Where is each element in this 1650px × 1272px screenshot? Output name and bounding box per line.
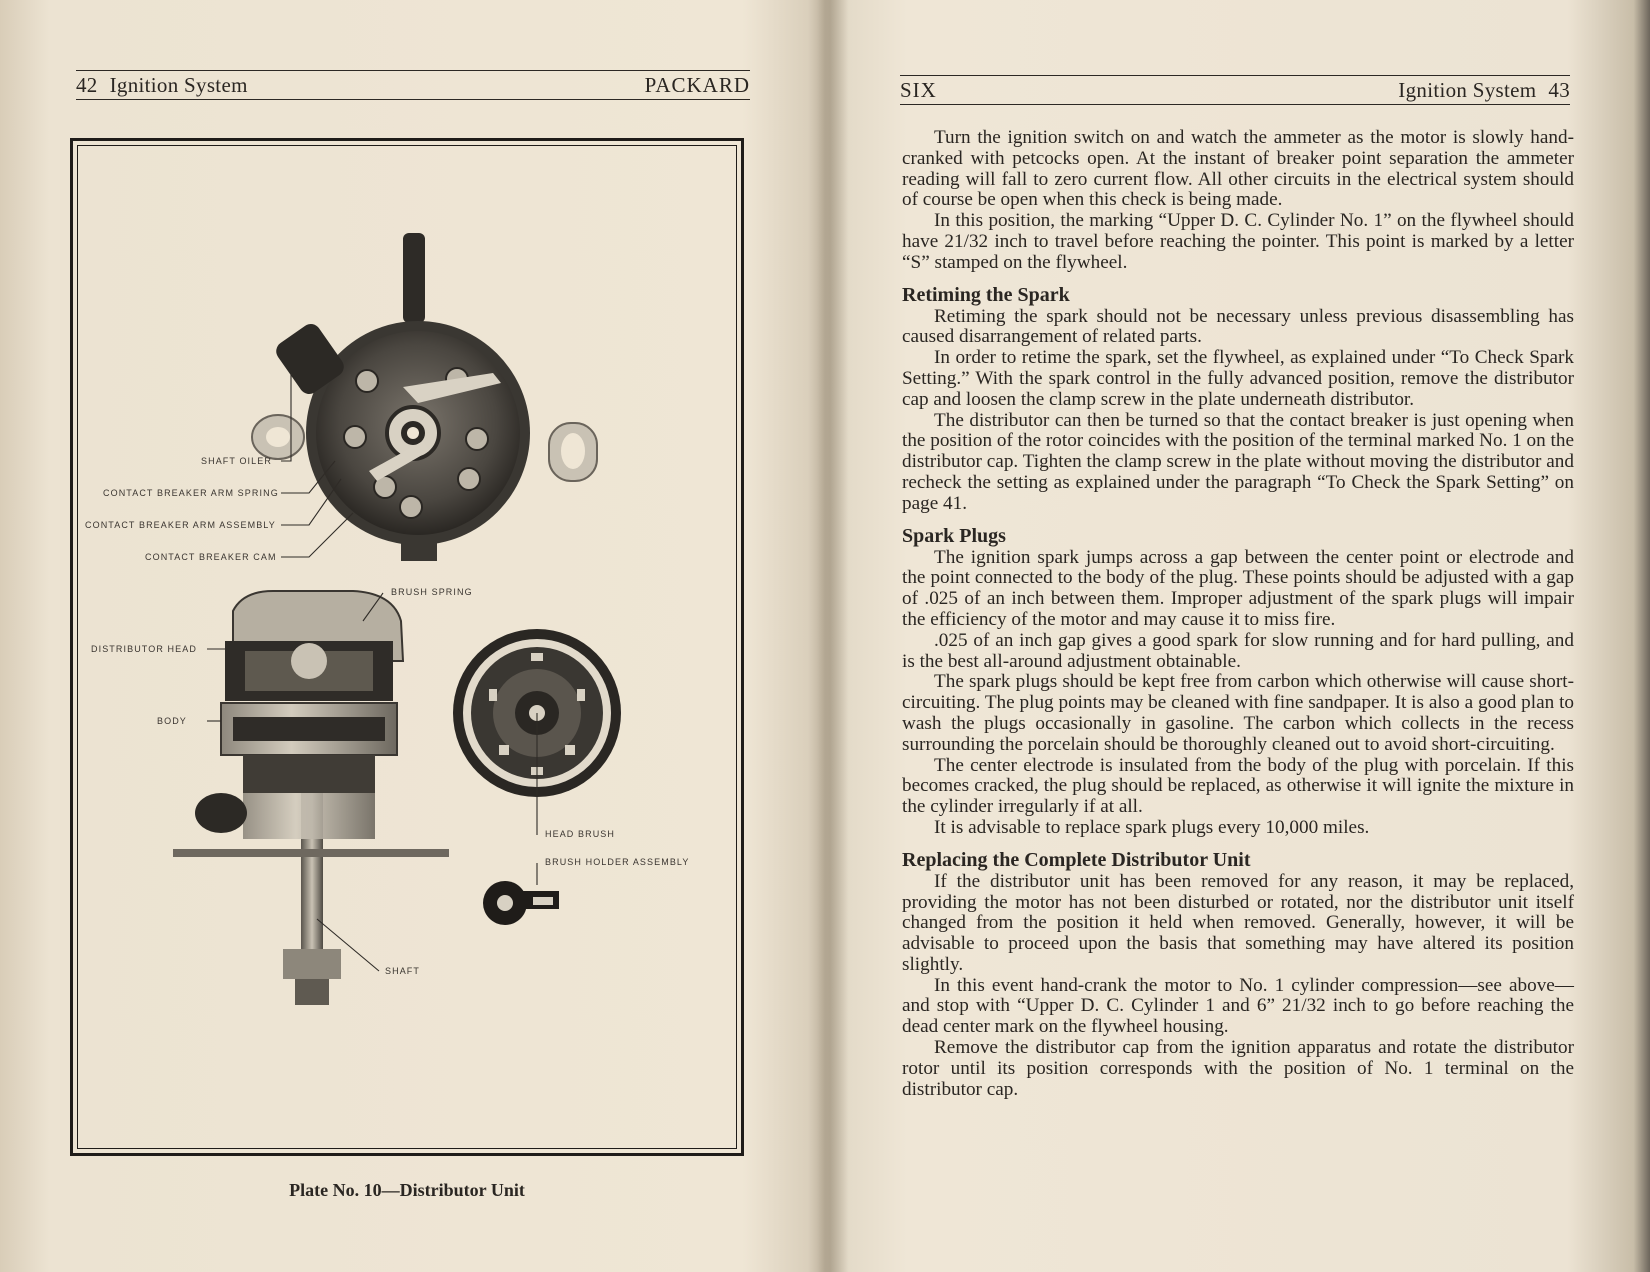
left-page-number: 42: [76, 72, 98, 97]
distributor-side-view: [173, 591, 449, 1005]
rotor-view: [483, 881, 559, 925]
left-running-head: [76, 70, 750, 100]
callout-cam: CONTACT BREAKER CAM: [145, 552, 277, 562]
callout-shaft-oiler: SHAFT OILER: [201, 456, 272, 466]
right-page: [828, 0, 1650, 1272]
body-text: [902, 128, 1574, 1100]
left-section-title: Ignition System: [109, 72, 248, 97]
paragraph: In this event hand-crank the motor to No. 1 cylinder compression—see above—and stop with “Upper D. C. Cylinder 1 and 6” 21/32 inch to go before reaching the dead center mark on the flywheel housing.: [902, 974, 1574, 1038]
paragraph: The distributor can then be turned so that the contact breaker is just opening when the position of the rotor coincides with the position of the terminal marked No. 1 on the distributor cap. Tighten the clamp screw in the plate without moving the distributor and recheck the setting as explained under the paragraph “To Check the Spark Setting” on page 41.: [902, 409, 1574, 514]
callout-brush-spring: BRUSH SPRING: [391, 587, 473, 597]
paragraph: If the distributor unit has been removed for any reason, it may be replaced, providing the motor has not been disturbed or rotated, nor the distributor unit itself changed from the position it held when removed. Generally, however, it will be advisable to proceed upon the basis that something may have altered its position slightly.: [902, 870, 1574, 975]
paragraph: In this position, the marking “Upper D. C. Cylinder No. 1” on the flywheel should have 21/32 inch to travel before reaching the pointer. This point is marked by a letter “S” stamped on the flywheel.: [902, 210, 1574, 273]
paragraph: Turn the ignition switch on and watch the ammeter as the motor is slowly hand-cranked with petcocks open. At the instant of breaker point separation the ammeter reading will fall to zero current flow. All other circuits in the electrical system should of course be open when this check is being made.: [902, 127, 1574, 211]
plate-frame: [70, 138, 744, 1156]
paragraph: Retiming the spark should not be necessary unless previous disassembling has caused disarrangement of related parts.: [902, 305, 1574, 348]
distributor-top-view: [252, 233, 597, 561]
paragraph: The spark plugs should be kept free from carbon which otherwise will cause short-circuiting. The plug points may be cleaned with fine sandpaper. It is also a good plan to wash the plugs occasionally in gasoline. The carbon which collects in the recess surrounding the porcelain should be thoroughly cleaned out to avoid short-circuiting.: [902, 671, 1574, 755]
callout-head-brush: HEAD BRUSH: [545, 829, 616, 839]
right-page-number: 43: [1548, 77, 1570, 102]
callout-arm-assembly: CONTACT BREAKER ARM ASSEMBLY: [85, 520, 276, 530]
right-book-title: SIX: [900, 77, 937, 102]
callout-leaders: [207, 373, 537, 971]
paragraph: In order to retime the spark, set the flywheel, as explained under “To Check Spark Setting.” With the spark control in the fully advanced position, remove the distributor cap and loosen the clamp screw in the plate underneath distributor.: [902, 347, 1574, 410]
paragraph: .025 of an inch gap gives a good spark for slow running and for hard pulling, and is the best all-around adjustment obtainable.: [902, 629, 1574, 672]
left-book-title: PACKARD: [644, 72, 750, 97]
plate-caption: Plate No. 10—Distributor Unit: [289, 1180, 525, 1200]
paragraph: Remove the distributor cap from the ignition apparatus and rotate the distributor rotor until its position corresponds with the position of No. 1 terminal on the distributor cap.: [902, 1037, 1574, 1100]
heading-retiming: Retiming the Spark: [902, 283, 1070, 306]
paragraph: The center electrode is insulated from the body of the plug with porcelain. If this becomes cracked, the plug should be replaced, as otherwise it will ignite the mixture in the cylinder irregularly if at all.: [902, 754, 1574, 818]
paragraph: It is advisable to replace spark plugs every 10,000 miles.: [934, 816, 1370, 838]
heading-spark-plugs: Spark Plugs: [902, 524, 1006, 547]
callout-body: BODY: [157, 716, 187, 726]
paragraph: The ignition spark jumps across a gap between the center point or electrode and the point connected to the body of the plug. These points should be adjusted with a gap of .025 of an inch between them. Improper adjustment of the spark plugs will impair the efficiency of the motor and may cause it to miss fire.: [902, 546, 1574, 630]
distributor-illustration: [73, 141, 741, 1153]
distributor-head-view: [453, 629, 621, 797]
callout-distributor-head: DISTRIBUTOR HEAD: [91, 644, 197, 654]
callout-shaft: SHAFT: [385, 966, 421, 976]
right-section-title: Ignition System: [1398, 77, 1537, 102]
callout-arm-spring: CONTACT BREAKER ARM SPRING: [103, 488, 279, 498]
right-running-head: [900, 75, 1570, 105]
callout-brush-holder: BRUSH HOLDER ASSEMBLY: [545, 857, 690, 867]
heading-replacing-unit: Replacing the Complete Distributor Unit: [902, 848, 1251, 871]
